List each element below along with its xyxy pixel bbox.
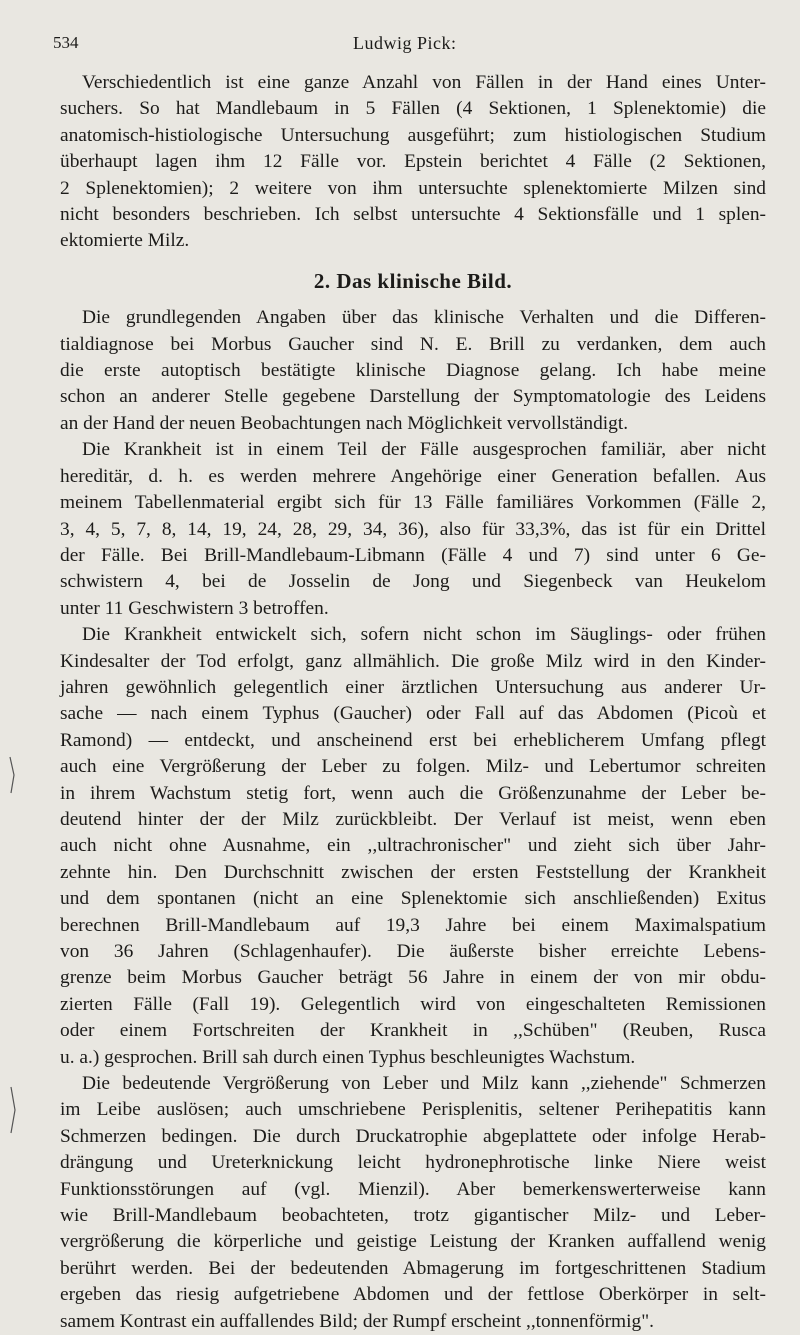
text-line: 2 Splenektomien); 2 weitere von ihm untersuchte splenektomierte Milzen sind	[60, 177, 766, 199]
paragraph	[60, 622, 766, 1071]
text-line: von 36 Jahren (Schlagenhaufer). Die äußerste bisher erreichte Lebens-	[60, 941, 766, 962]
text-line: und dem spontanen (nicht an eine Splenektomie sich anschließenden) Exitus	[60, 888, 766, 910]
text-line: Verschiedentlich ist eine ganze Anzahl von Fällen in der Hand eines Unter-	[82, 72, 766, 93]
paragraph	[60, 70, 766, 255]
text-line: Ramond) — entdeckt, und anscheinend erst bei erheblicherem Umfang pflegt	[60, 729, 766, 751]
text-line: Kindesalter der Tod erfolgt, ganz allmählich. Die große Milz wird in den Kinder-	[60, 650, 766, 672]
text-line: zehnte hin. Den Durchschnitt zwischen der ersten Feststellung der Krankheit	[60, 861, 766, 883]
text-line: berührt werden. Bei der bedeutenden Abmagerung im fortgeschrittenen Stadium	[60, 1257, 766, 1279]
paragraph	[60, 1071, 766, 1335]
text-line: u. a.) gesprochen. Brill sah durch einen Typhus beschleunigtes Wachstum.	[60, 1046, 636, 1068]
text-line: nicht besonders beschrieben. Ich selbst untersuchte 4 Sektionsfälle und 1 splen-	[60, 204, 766, 226]
text-line: grenze beim Morbus Gaucher beträgt 56 Jahre in einem der von mir obdu-	[60, 967, 766, 989]
paragraph	[60, 437, 766, 622]
text-line: jahren gewöhnlich gelegentlich einer ärztlichen Untersuchung aus anderer Ur-	[60, 676, 766, 698]
text-line: schwistern 4, bei de Josselin de Jong und Siegenbeck van Heukelom	[60, 571, 766, 593]
text-line: Die bedeutende Vergrößerung von Leber und Milz kann ,,ziehende" Schmerzen	[82, 1073, 766, 1095]
text-line: auch eine Vergrößerung der Leber zu folgen. Milz- und Lebertumor schreiten	[60, 756, 766, 778]
text-line: an der Hand der neuen Beobachtungen nach Möglichkeit vervollständigt.	[60, 412, 629, 434]
running-head: Ludwig Pick:	[353, 33, 457, 53]
text-line: auch nicht ohne Ausnahme, ein ,,ultrachronischer" und zieht sich über Jahr-	[60, 835, 766, 857]
text-line: oder einem Fortschreiten der Krankheit in ,,Schüben" (Reuben, Rusca	[60, 1020, 766, 1042]
text-line: tialdiagnose bei Morbus Gaucher sind N. E. Brill zu verdanken, dem auch	[60, 333, 766, 355]
text-line: überhaupt lagen ihm 12 Fälle vor. Epstein berichtet 4 Fälle (2 Sektionen,	[60, 151, 766, 173]
text-line: die erste autoptisch bestätigte klinische Diagnose gelang. Ich habe meine	[60, 360, 766, 382]
text-line: ergeben das riesig aufgetriebene Abdomen und der fettlose Oberkörper in selt-	[60, 1284, 766, 1306]
paragraph	[60, 305, 766, 437]
text-line: suchers. So hat Mandlebaum in 5 Fällen (4 Sektionen, 1 Splenektomie) die	[60, 98, 766, 120]
text-line: im Leibe auslösen; auch umschriebene Perisplenitis, seltener Perihepatitis kann	[60, 1099, 766, 1121]
text-line: ektomierte Milz.	[60, 230, 190, 252]
text-line: zierten Fälle (Fall 19). Gelegentlich wird von eingeschalteten Remissionen	[60, 993, 766, 1015]
margin-pencil-mark	[8, 1085, 18, 1135]
text-line: meinem Tabellenmaterial ergibt sich für 13 Fälle familiäres Vorkommen (Fälle 2,	[60, 492, 766, 514]
section-heading: 2. Das klinische Bild.	[313, 268, 513, 293]
text-line: hereditär, d. h. es werden mehrere Angehörige einer Generation befallen. Aus	[60, 465, 766, 487]
text-line: deutend hinter der der Milz zurückbleibt. Der Verlauf ist meist, wenn eben	[60, 808, 766, 830]
text-line: anatomisch-histiologische Untersuchung ausgeführt; zum histiologischen Studium	[60, 124, 766, 146]
page-number: 534	[53, 33, 79, 52]
text-line: unter 11 Geschwistern 3 betroffen.	[60, 597, 329, 619]
text-line: Schmerzen bedingen. Die durch Druckatrophie abgeplattete oder infolge Herab-	[60, 1125, 766, 1147]
text-line: in ihrem Wachstum stetig fort, wenn auch die Größenzunahme der Leber be-	[60, 782, 766, 804]
text-line: Die Krankheit entwickelt sich, sofern nicht schon im Säuglings- oder frühen	[82, 624, 766, 646]
page-body	[60, 70, 766, 1335]
margin-pencil-mark	[8, 755, 18, 795]
text-line: wie Brill-Mandlebaum beobachteten, trotz gigantischer Milz- und Leber-	[60, 1205, 766, 1227]
text-line: schon an anderer Stelle gegebene Darstellung der Symptomatologie des Leidens	[60, 386, 766, 408]
text-line: Funktionsstörungen auf (vgl. Mienzil). Aber bemerkenswerterweise kann	[60, 1178, 766, 1200]
text-line: vergrößerung die körperliche und geistige Leistung der Kranken auffallend wenig	[60, 1231, 766, 1253]
text-line: Die Krankheit ist in einem Teil der Fälle ausgesprochen familiär, aber nicht	[82, 439, 766, 461]
text-line: 3, 4, 5, 7, 8, 14, 19, 24, 28, 29, 34, 36), also für 33,3%, das ist für ein Drittel	[60, 518, 766, 540]
text-line: berechnen Brill-Mandlebaum auf 19,3 Jahre bei einem Maximalspatium	[60, 914, 766, 936]
text-line: Die grundlegenden Angaben über das klinische Verhalten und die Differen-	[82, 307, 766, 329]
page-header	[53, 33, 760, 57]
text-line: der Fälle. Bei Brill-Mandlebaum-Libmann (Fälle 4 und 7) sind unter 6 Ge-	[60, 544, 766, 566]
text-line: sache — nach einem Typhus (Gaucher) oder Fall auf das Abdomen (Picoù et	[60, 703, 766, 725]
text-line: samem Kontrast ein auffallendes Bild; der Rumpf erscheint ,,tonnenförmig".	[60, 1310, 654, 1332]
text-line: drängung und Ureterknickung leicht hydronephrotische linke Niere weist	[60, 1152, 766, 1174]
